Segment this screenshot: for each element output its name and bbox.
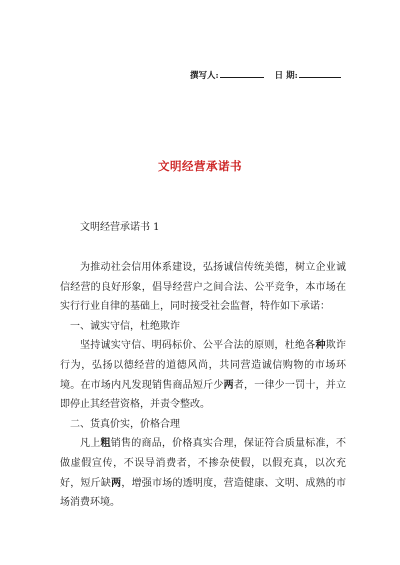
author-date-header — [190, 67, 350, 83]
date-label: 日 期: — [274, 71, 298, 81]
section-2-paragraph: 凡上粗销售的商品，价格真实合理，保证符合质量标准，不做虚假宣传，不误导消费者，不掺杂使假，以假充真，以次充好，短斤缺两，增强市场的透明度，营造健康、文明、成熟的市场消费环境。 — [60, 438, 347, 509]
intro-paragraph: 为推动社会信用体系建设，弘扬诚信传统美德，树立企业诚信经营的良好形象，倡导经营户之间合法、公平竞争，本市场在实行行业自律的基础上，同时接受社会监督，特作如下承诺： — [60, 262, 346, 313]
section-1-paragraph: 坚持诚实守信、明码标价、公平合法的原则，杜绝各种欺诈行为，弘扬以德经营的道德风尚，共同营造诚信购物的市场环境。在市场内凡发现销售商品短斤少两者，一律少一罚十，并立即停止其经营资格，并责令整改。 — [60, 340, 347, 411]
date-blank — [299, 67, 341, 78]
document-title: 文明经营承诺书 — [158, 159, 242, 173]
writer-blank — [220, 67, 264, 78]
document-subtitle: 文明经营承诺书 1 — [80, 222, 160, 233]
document-body — [60, 258, 346, 513]
section-2-heading: 二、货真价实，价格合理 — [70, 418, 180, 430]
section-1-heading: 一、诚实守信，杜绝欺诈 — [70, 320, 180, 332]
writer-label: 撰写人: — [190, 71, 219, 81]
